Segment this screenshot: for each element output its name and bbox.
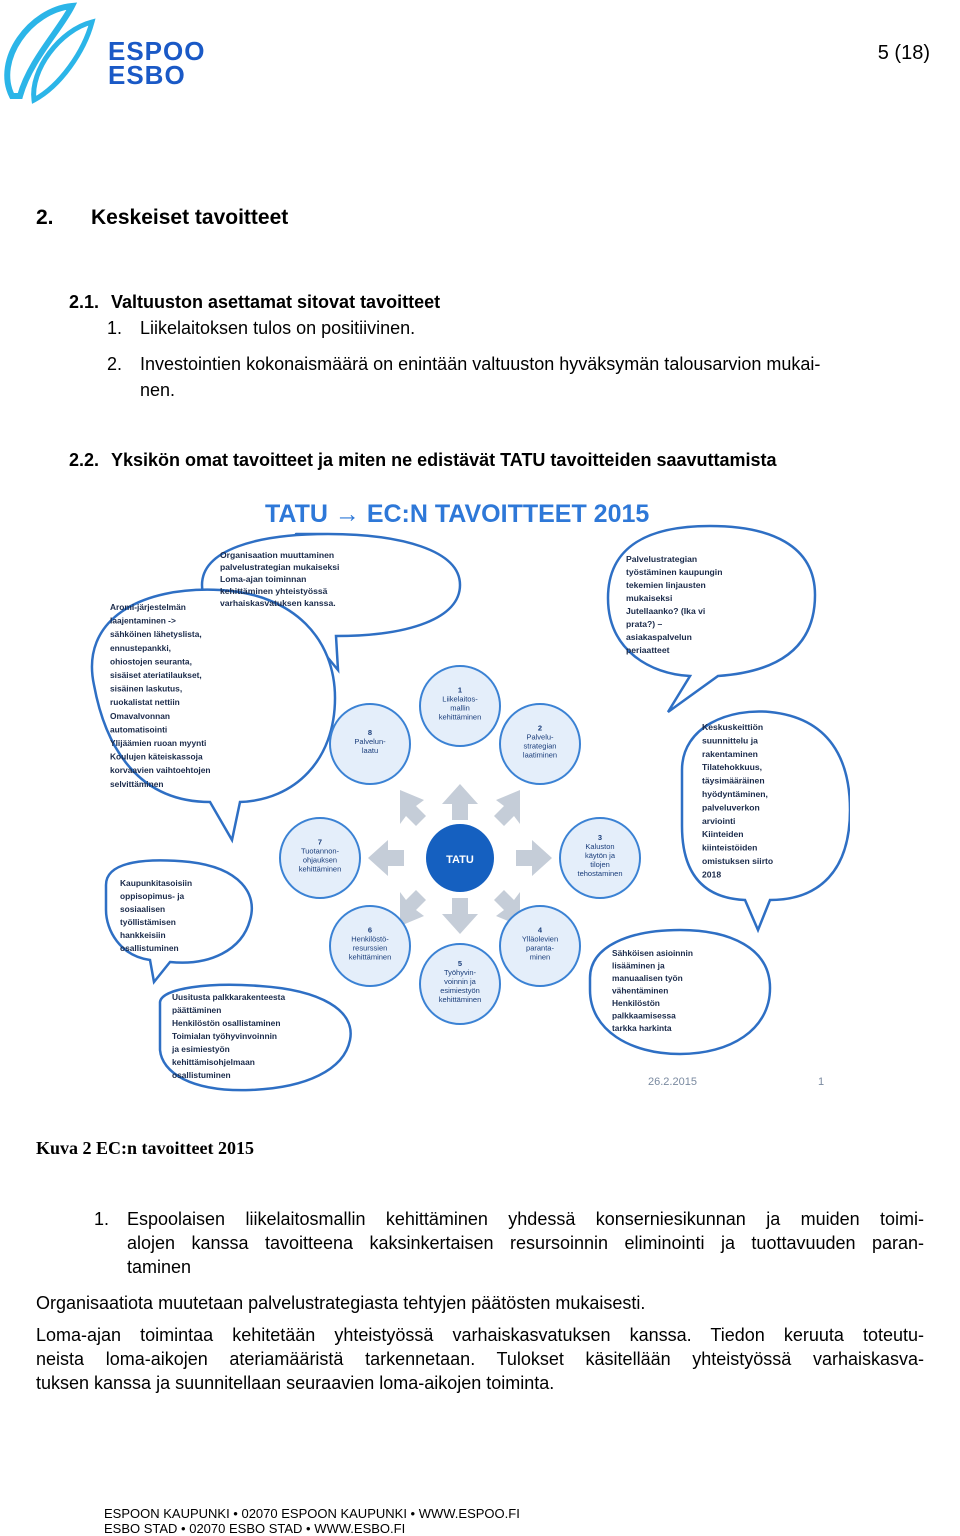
bubble-top-right-text: Palvelustrategian työstäminen kaupungin tekemien linjausten mukaiseksi Jutellaanko? (Ika vi prata?) – asiakaspalvelun periaatteet bbox=[626, 554, 723, 655]
subsection-heading-2-1 bbox=[69, 292, 440, 313]
page-number: 5 (18) bbox=[877, 42, 930, 64]
footer-line-fi: ESPOON KAUPUNKI • 02070 ESPOON KAUPUNKI • WWW.ESPOO.FI bbox=[104, 1506, 520, 1521]
subsection-title: Valtuuston asettamat sitovat tavoitteet bbox=[111, 292, 441, 312]
figure-date: 26.2.2015 bbox=[648, 1076, 697, 1088]
list-item-text: Liikelaitoksen tulos on positiivinen. bbox=[140, 318, 416, 338]
goal-item bbox=[94, 1207, 924, 1279]
subsection-number: 2.2. bbox=[69, 450, 100, 470]
list-item-number: 2. bbox=[107, 354, 123, 374]
goal-node-label: 3 Kaluston käytön ja tilojen tehostaminen bbox=[577, 833, 623, 878]
goal-node-label: 6 Henkilöstö-resurssien kehittäminen bbox=[348, 925, 392, 962]
goal-node-label: 4 Ylläolevien paranta-minen bbox=[521, 925, 559, 962]
bubble-right-text: Keskuskeittiön suunnittelu ja rakentaminen Tilatehokkuus, täysimääräinen hyödyntäminen, palveluverkon arviointi Kiinteiden kiinteistöiden omistuksen siirto 2018 bbox=[702, 722, 774, 880]
subsection-title: Yksikön omat tavoitteet ja miten ne edistävät TATU tavoitteiden saavuttamista bbox=[111, 450, 777, 470]
paragraph-line: tuksen kanssa ja suunnitellaan seuraavien loma-aikojen toiminta. bbox=[36, 1373, 555, 1393]
goal-node-label: 2 Palvelu-strategian laatiminen bbox=[522, 723, 558, 760]
list-item bbox=[107, 316, 416, 341]
figure-caption: Kuva 2 EC:n tavoitteet 2015 bbox=[36, 1138, 254, 1158]
bubble-left-text: Aromi-järjestelmän laajentaminen -> sähköinen lähetyslista, ennustepankki, ohiostojen seuranta, sisäiset ateriatilaukset, sisäinen laskutus, ruokalistat nettiin Omavalvonnan automatisointi Ylijäämien ruoan myynti Koulujen käteiskassoja korvaavien vaihtoehtojen selvittäminen bbox=[110, 602, 211, 789]
list-item-continuation: nen. bbox=[140, 380, 176, 400]
list-item bbox=[107, 352, 924, 377]
section-number: 2. bbox=[36, 206, 54, 229]
subsection-heading-2-2 bbox=[69, 450, 777, 471]
goal-item-number: 1. bbox=[94, 1209, 110, 1229]
footer-line-sv: ESBO STAD • 02070 ESBO STAD • WWW.ESBO.FI bbox=[104, 1521, 406, 1536]
paragraph-line: neista loma-aikojen ateriamääristä tarkennetaan. Tulokset käsitellään yhteistyössä varhaiskasva- bbox=[36, 1349, 924, 1369]
paragraph-organisation: Organisaatiota muutetaan palvelustrategiasta tehtyjen päätösten mukaisesti. bbox=[36, 1293, 646, 1313]
bubble-mid-left-text: Kaupunkitasoisiin oppisopimus- ja sosiaalisen työllistämisen hankkeisiin osallistuminen bbox=[120, 878, 193, 953]
espoo-logo-mark bbox=[0, 0, 110, 110]
bubble-top-text: Organisaation muuttaminen palvelustrategian mukaiseksi Loma-ajan toiminnan kehittäminen yhteistyössä varhaiskasvatuksen kanssa. bbox=[220, 550, 340, 608]
section-title: Keskeiset tavoitteet bbox=[91, 206, 289, 229]
goal-node-label: 1 Liikelaitos-mallin kehittäminen bbox=[438, 685, 482, 722]
goal-node-label: 5 Työhyvin-voinnin ja esimiestyön kehittäminen bbox=[438, 959, 482, 1004]
goal-item-line: Espoolaisen liikelaitosmallin kehittäminen yhdessä konserniesikunnan ja muiden toimi- bbox=[127, 1209, 924, 1229]
center-label: TATU bbox=[446, 854, 474, 866]
goal-item-line: taminen bbox=[127, 1257, 192, 1277]
subsection-number: 2.1. bbox=[69, 292, 100, 312]
list-item-number: 1. bbox=[107, 318, 123, 338]
figure-slide-number: 1 bbox=[818, 1076, 825, 1088]
tatu-goals-figure bbox=[70, 490, 850, 1100]
section-heading bbox=[36, 206, 288, 230]
goal-item-line: alojen kanssa tavoitteena kaksinkertaisen resursoinnin eliminointi ja tuottavuuden paran- bbox=[127, 1233, 924, 1253]
bubble-bottom-left-text: Uusitusta palkkarakenteesta päättäminen Henkilöstön osallistaminen Toimialan työhyvinvoinnin ja esimiestyön kehittämisohjelmaan osallistuminen bbox=[172, 992, 286, 1080]
list-item-text: Investointien kokonaismäärä on enintään valtuuston hyväksymän talousarvion mukai- bbox=[140, 354, 821, 374]
paragraph-line: Loma-ajan toimintaa kehitetään yhteistyössä varhaiskasvatuksen kanssa. Tiedon keruuta toteutu- bbox=[36, 1325, 924, 1345]
bubble-bottom-right-text: Sähköisen asioinnin lisääminen ja manuaalisen työn vähentäminen Henkilöstön palkkaamisessa tarkka harkinta bbox=[612, 948, 693, 1033]
figure-title: TATU → EC:N TAVOITTEET 2015 bbox=[265, 500, 650, 528]
paragraph-holiday bbox=[36, 1323, 924, 1395]
goal-node-label: 8 Palvelun-laatu bbox=[354, 728, 386, 755]
logo-line-espoo: ESPOO bbox=[108, 36, 206, 66]
goal-node-label: 7 Tuotannon-ohjauksen kehittäminen bbox=[298, 837, 342, 874]
logo-line-esbo: ESBO bbox=[108, 60, 186, 90]
